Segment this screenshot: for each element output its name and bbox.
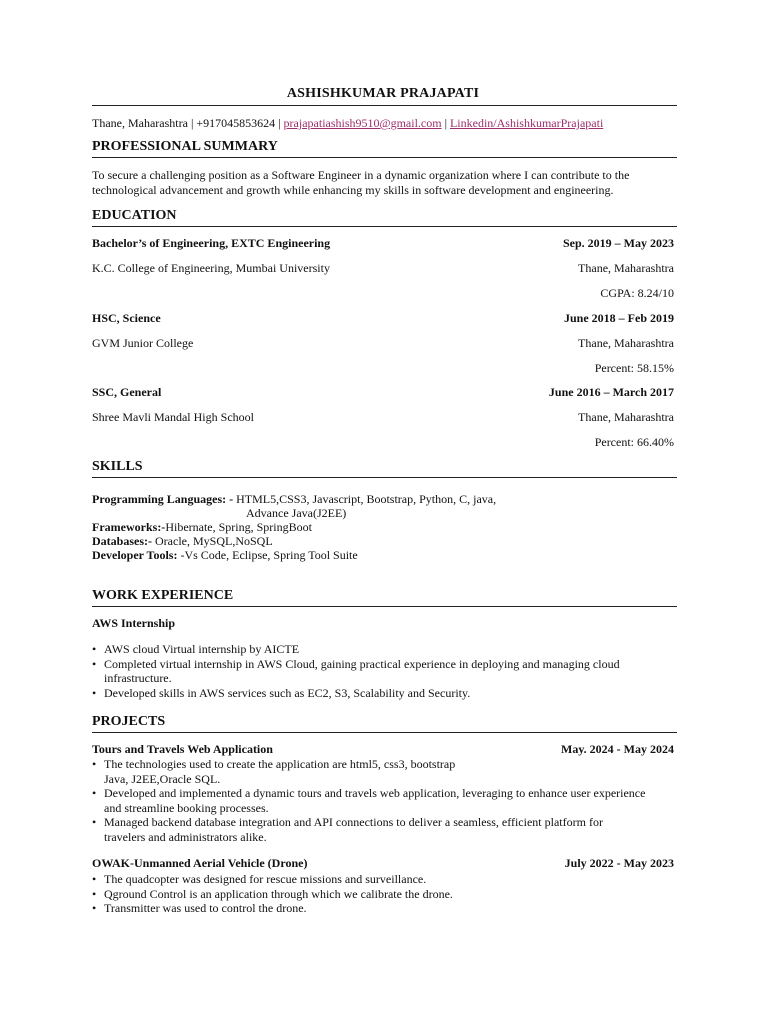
school-location: Thane, Maharashtra <box>578 261 674 275</box>
divider <box>92 226 677 227</box>
phone: +917045853624 <box>196 116 276 130</box>
degree-dates: June 2016 – March 2017 <box>548 385 674 399</box>
list-item: • Developed and implemented a dynamic tours and travels web application, leveraging to enhance user experience and streamline booking processes. <box>92 786 652 815</box>
skill-value: HTML5,CSS3, Javascript, Bootstrap, Python, C, java, <box>236 492 497 506</box>
separator: | <box>190 116 194 130</box>
grade: Percent: 58.15% <box>594 361 674 375</box>
email-link[interactable]: prajapatiashish9510@gmail.com <box>283 116 442 130</box>
degree-title: Bachelor’s of Engineering, EXTC Engineering <box>92 236 331 250</box>
list-item: • The quadcopter was designed for rescue missions and surveillance. <box>92 872 652 887</box>
skill-label: Frameworks:- <box>92 520 166 534</box>
skill-label: Databases:- <box>92 534 152 548</box>
degree-dates: Sep. 2019 – May 2023 <box>563 236 674 250</box>
list-item: • AWS cloud Virtual internship by AICTE <box>92 642 652 657</box>
project-bullets <box>92 757 482 786</box>
summary-text: To secure a challenging position as a Software Engineer in a dynamic organization where I can contribute to the technological advancement and growth while enhancing my skills in software development and engineering. <box>92 168 630 197</box>
project-dates: July 2022 - May 2023 <box>564 856 674 870</box>
section-heading-summary: PROFESSIONAL SUMMARY <box>92 139 278 154</box>
project-bullets <box>92 815 647 844</box>
school-name: GVM Junior College <box>92 336 194 350</box>
divider <box>92 606 677 607</box>
project-title: OWAK-Unmanned Aerial Vehicle (Drone) <box>92 856 308 870</box>
linkedin-link[interactable]: Linkedin/AshishkumarPrajapati <box>449 116 604 130</box>
list-item: • Transmitter was used to control the drone. <box>92 901 652 916</box>
list-item: • Managed backend database integration and API connections to deliver a seamless, efficient platform for travelers and administrators alike. <box>92 815 647 844</box>
section-heading-projects: PROJECTS <box>92 714 166 729</box>
skill-value: Hibernate, Spring, SpringBoot <box>165 520 312 534</box>
divider <box>92 477 677 478</box>
grade: Percent: 66.40% <box>594 435 674 449</box>
degree-title: SSC, General <box>92 385 162 399</box>
section-heading-experience: WORK EXPERIENCE <box>92 588 234 603</box>
location: Thane, Maharashtra <box>92 116 188 130</box>
school-name: Shree Mavli Mandal High School <box>92 410 254 424</box>
contact-line <box>92 116 603 131</box>
list-item: • The technologies used to create the application are html5, css3, bootstrap Java, J2EE,Oracle SQL. <box>92 757 482 786</box>
degree-dates: June 2018 – Feb 2019 <box>563 311 674 325</box>
section-heading-education: EDUCATION <box>92 208 177 223</box>
school-location: Thane, Maharashtra <box>578 336 674 350</box>
skill-programming <box>92 492 496 506</box>
grade: CGPA: 8.24/10 <box>600 286 674 300</box>
skill-value: Oracle, MySQL,NoSQL <box>155 534 273 548</box>
school-name: K.C. College of Engineering, Mumbai University <box>92 261 330 275</box>
skill-label: Developer Tools: <box>92 548 178 562</box>
skill-databases <box>92 534 273 548</box>
list-item: • Developed skills in AWS services such as EC2, S3, Scalability and Security. <box>92 686 652 701</box>
skill-value: -Vs Code, Eclipse, Spring Tool Suite <box>180 548 358 562</box>
skill-tools <box>92 548 358 562</box>
candidate-name: ASHISHKUMAR PRAJAPATI <box>286 86 480 101</box>
divider <box>92 732 677 733</box>
project-dates: May. 2024 - May 2024 <box>561 742 674 756</box>
list-item: • Qground Control is an application through which we calibrate the drone. <box>92 887 652 902</box>
skill-programming-cont: Advance Java(J2EE) <box>246 506 347 520</box>
list-item: • Completed virtual internship in AWS Cloud, gaining practical experience in deploying and managing cloud infrastructure. <box>92 657 652 686</box>
divider <box>92 157 677 158</box>
divider <box>92 105 677 106</box>
skill-label: Programming Languages: - <box>92 492 234 506</box>
degree-title: HSC, Science <box>92 311 161 325</box>
job-title: AWS Internship <box>92 616 176 630</box>
separator: | <box>278 116 281 130</box>
experience-bullets <box>92 642 652 700</box>
skill-frameworks <box>92 520 312 534</box>
school-location: Thane, Maharashtra <box>578 410 674 424</box>
project-bullets <box>92 786 652 815</box>
section-heading-skills: SKILLS <box>92 459 143 474</box>
project-bullets <box>92 872 652 916</box>
separator: | <box>444 116 447 130</box>
project-title: Tours and Travels Web Application <box>92 742 273 756</box>
